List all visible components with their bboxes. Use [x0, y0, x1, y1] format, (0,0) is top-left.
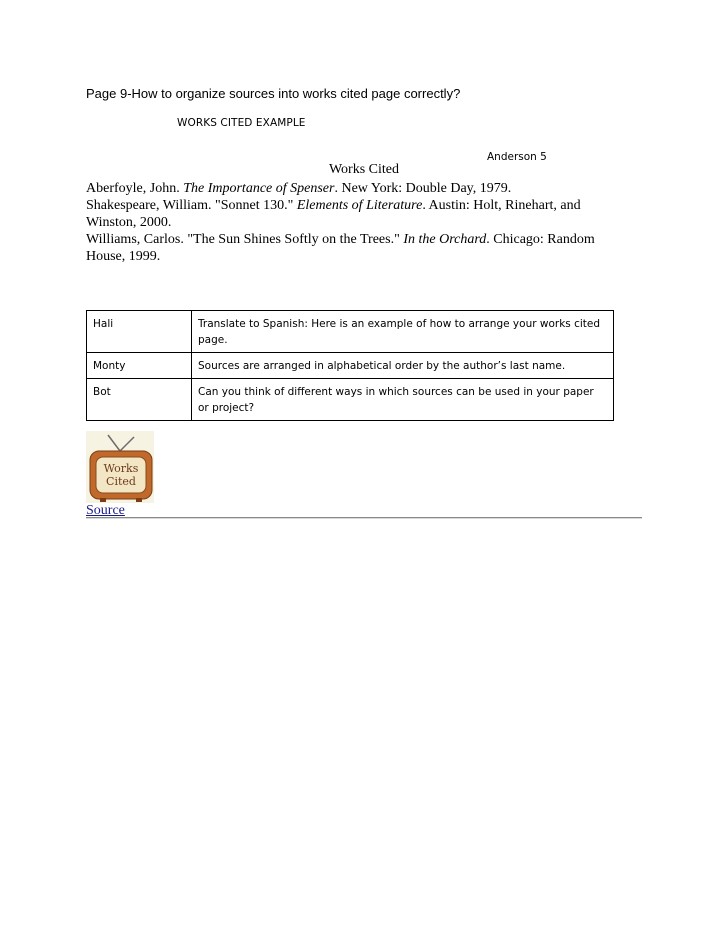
tv-label-line2: Cited	[106, 475, 136, 488]
table-row	[87, 311, 614, 353]
works-cited-tv-image	[86, 431, 154, 503]
comment-cell: Sources are arranged in alphabetical order by the author’s last name.	[192, 353, 614, 379]
speaker-cell: Hali	[87, 311, 192, 353]
citation-entry: Williams, Carlos. "The Sun Shines Softly on the Trees." In the Orchard. Chicago: Random House, 1999.	[86, 232, 595, 264]
works-cited-entries	[86, 180, 626, 265]
comment-cell: Translate to Spanish: Here is an example of how to arrange your works cited page.	[192, 311, 614, 353]
source-link[interactable]: Source	[86, 503, 125, 518]
retro-tv-icon	[86, 431, 154, 503]
table-row	[87, 353, 614, 379]
citation-entry: Aberfoyle, John. The Importance of Spenser. New York: Double Day, 1979.	[86, 181, 512, 196]
horizontal-rule	[86, 517, 642, 519]
comments-table	[86, 310, 614, 421]
citation-entry: Shakespeare, William. "Sonnet 130." Elements of Literature. Austin: Holt, Rinehart, and Winston, 2000.	[86, 198, 581, 230]
tv-label-line1: Works	[103, 462, 139, 475]
example-label: WORKS CITED EXAMPLE	[177, 117, 306, 129]
running-head: Anderson 5	[487, 151, 547, 163]
speaker-cell: Monty	[87, 353, 192, 379]
table-row	[87, 379, 614, 421]
comment-cell: Can you think of different ways in which sources can be used in your paper or project?	[192, 379, 614, 421]
speaker-cell: Bot	[87, 379, 192, 421]
works-cited-title: Works Cited	[328, 162, 400, 177]
page-heading: Page 9-How to organize sources into works cited page correctly?	[86, 86, 461, 101]
